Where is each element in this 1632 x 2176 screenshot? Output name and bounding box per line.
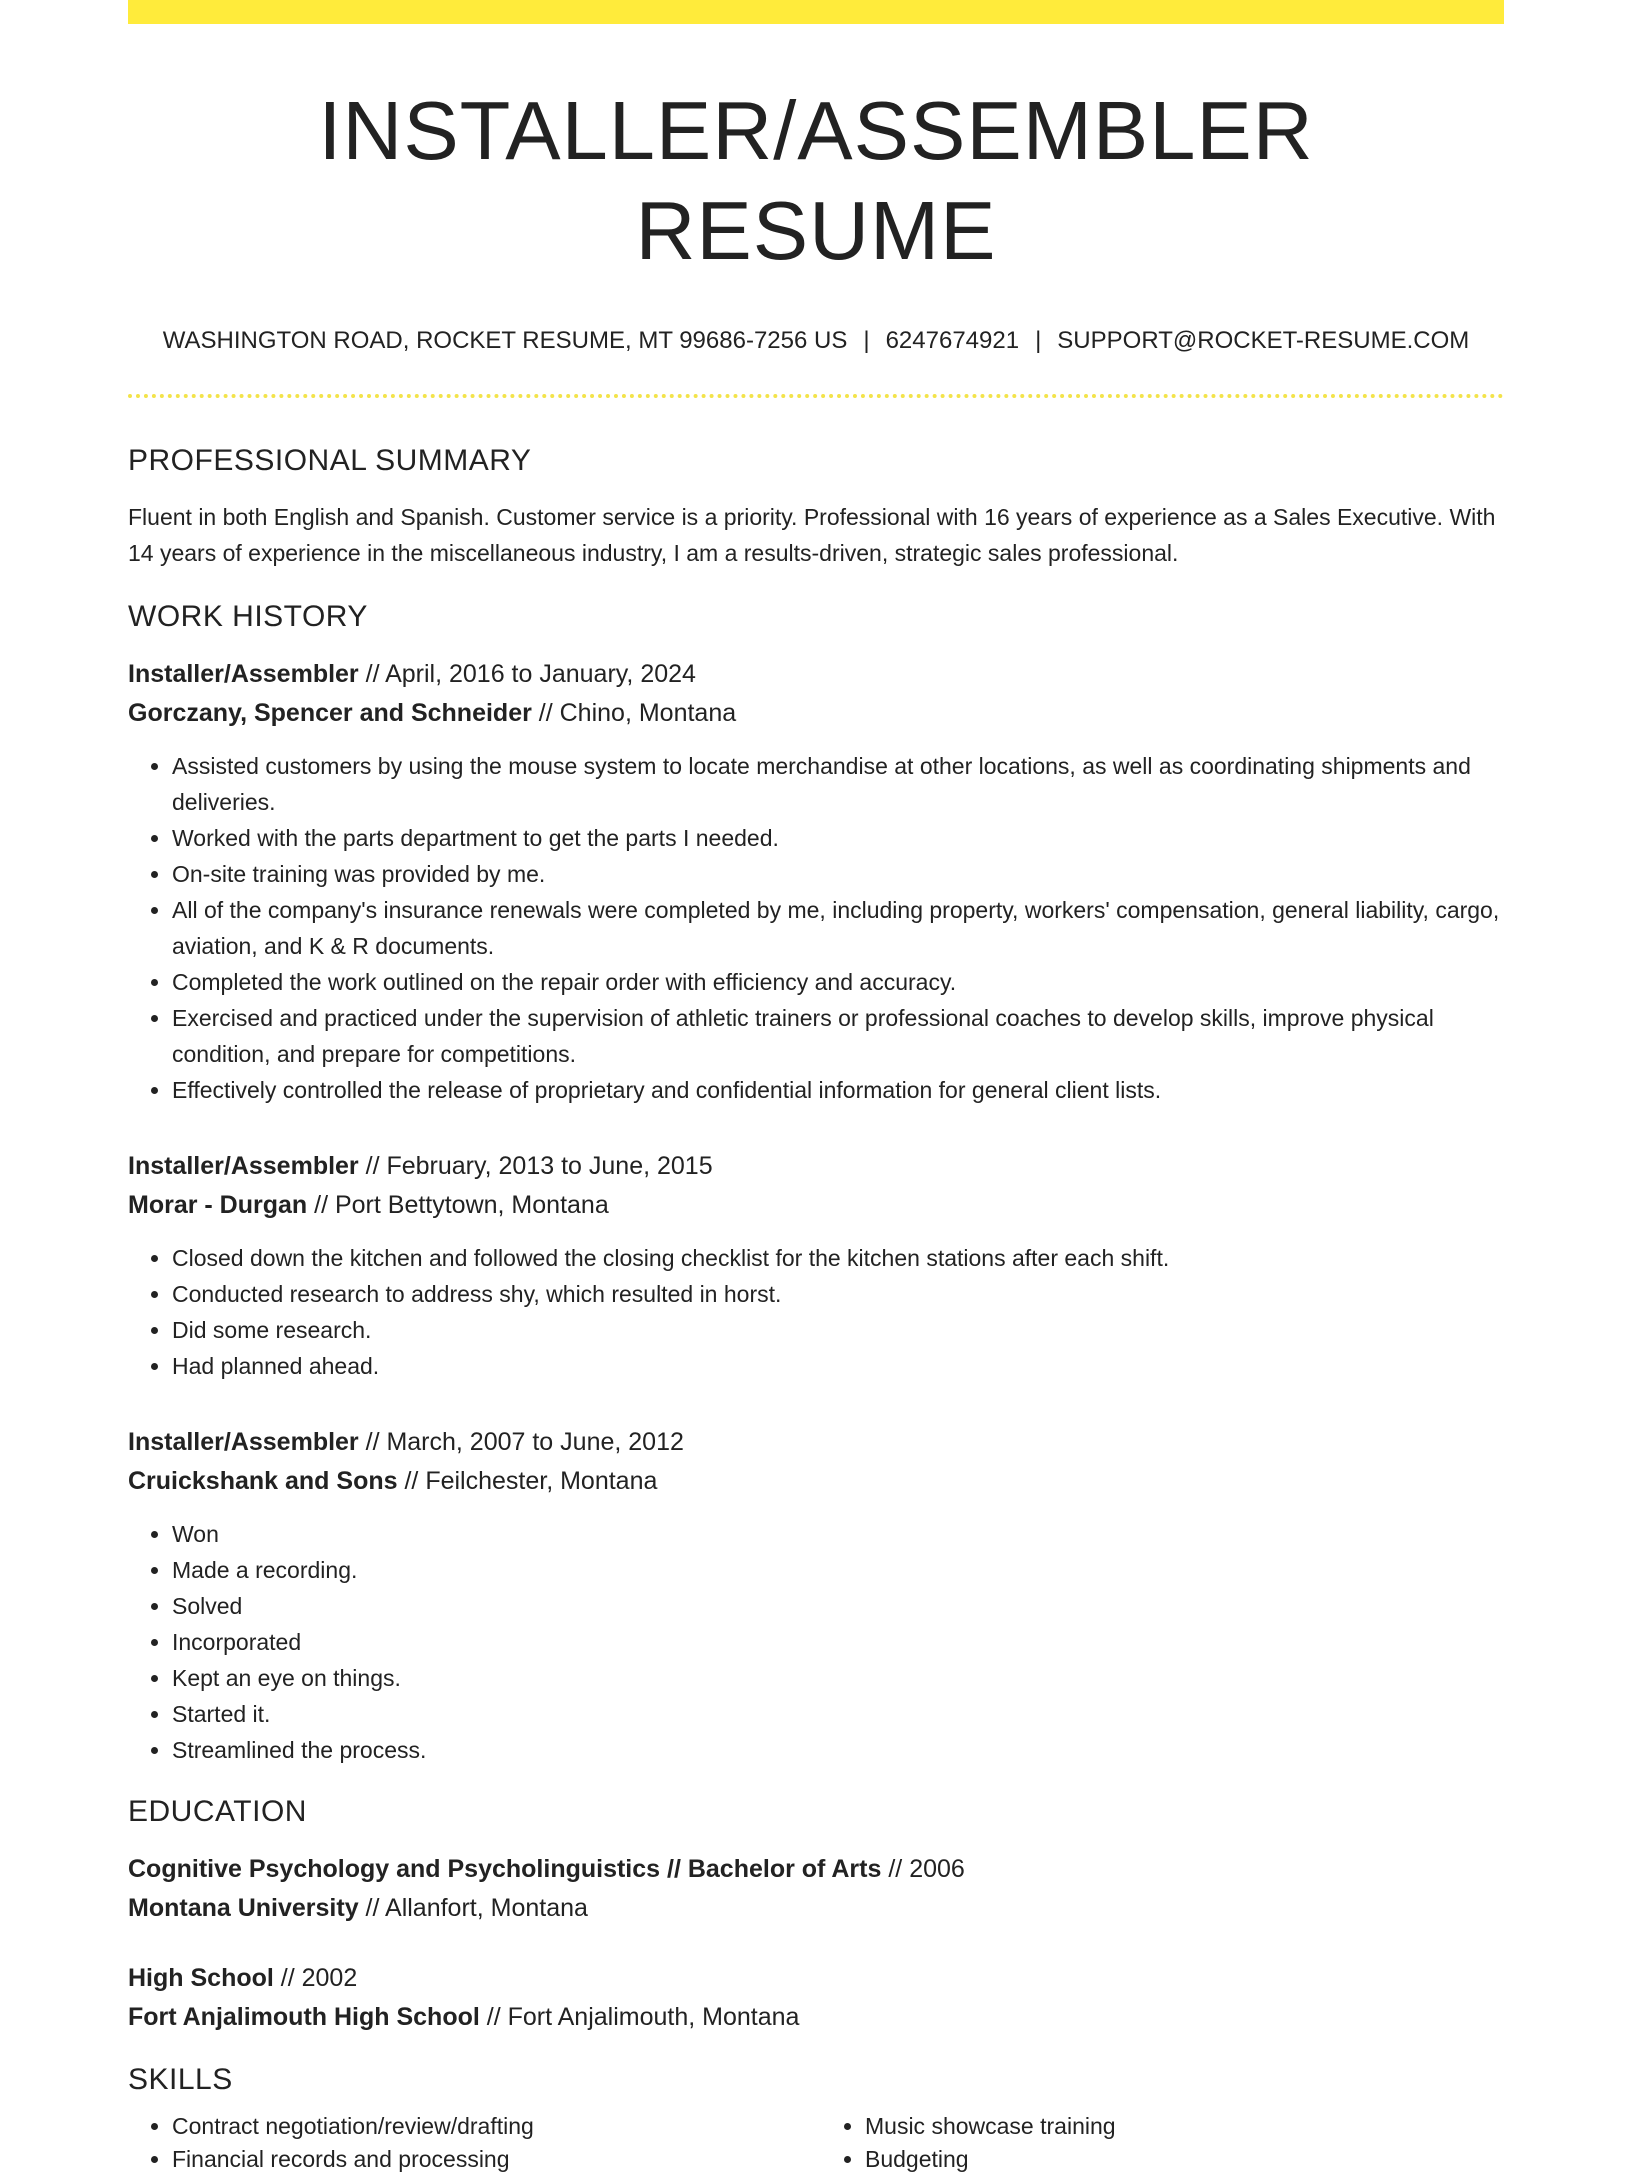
- job-dates: // April, 2016 to January, 2024: [358, 659, 696, 688]
- school-location: // Allanfort, Montana: [358, 1893, 588, 1922]
- school-line: [128, 1889, 1504, 1928]
- degree-line: [128, 1959, 1504, 1998]
- skill-item: • Music showcase training: [865, 2110, 1504, 2143]
- job-company-line: [128, 694, 1504, 733]
- education-entry: [128, 1959, 1504, 2037]
- degree-year: // 2006: [881, 1854, 965, 1883]
- contact-email: SUPPORT@ROCKET-RESUME.COM: [1057, 327, 1470, 355]
- job-company: Cruickshank and Sons: [128, 1466, 398, 1495]
- list-item: • Conducted research to address shy, which resulted in horst.: [172, 1276, 1504, 1312]
- list-item: • Streamlined the process.: [172, 1732, 1504, 1768]
- list-item: • Did some research.: [172, 1312, 1504, 1348]
- contact-address: WASHINGTON ROAD, ROCKET RESUME, MT 99686-7256 US: [162, 327, 848, 355]
- job-title-line: [128, 1147, 1504, 1186]
- job-company: Morar - Durgan: [128, 1190, 308, 1219]
- job-location: // Chino, Montana: [531, 698, 737, 727]
- list-item: • Won: [172, 1516, 1504, 1552]
- contact-line: [128, 327, 1504, 356]
- job-bullets: [128, 1516, 1504, 1768]
- job-bullets: [128, 1240, 1504, 1384]
- list-item: • Had planned ahead.: [172, 1348, 1504, 1384]
- resume-page: [128, 0, 1504, 2176]
- list-item: • Worked with the parts department to get the parts I needed.: [172, 820, 1504, 856]
- skills-list: [128, 2110, 1504, 2176]
- list-item: • Exercised and practiced under the supervision of athletic trainers or professional coaches to develop skills, improve physical condition, and prepare for competitions.: [172, 1000, 1504, 1072]
- education-heading: EDUCATION: [128, 1794, 307, 1828]
- contact-phone: 6247674921: [885, 327, 1020, 355]
- job-dates: // March, 2007 to June, 2012: [358, 1427, 684, 1456]
- job-company-line: [128, 1462, 1504, 1501]
- job-entry: [128, 1147, 1504, 1384]
- list-item: • All of the company's insurance renewals were completed by me, including property, workers' compensation, general liability, cargo, aviation, and K & R documents.: [172, 892, 1504, 964]
- list-item: • Closed down the kitchen and followed the closing checklist for the kitchen stations after each shift.: [172, 1240, 1504, 1276]
- list-item: • Solved: [172, 1588, 1504, 1624]
- job-title-line: [128, 655, 1504, 694]
- job-company: Gorczany, Spencer and Schneider: [128, 698, 532, 727]
- school-line: [128, 1998, 1504, 2037]
- list-item: • Kept an eye on things.: [172, 1660, 1504, 1696]
- skills-column-left: [128, 2110, 816, 2176]
- header-divider: [128, 394, 1504, 398]
- degree-year: // 2002: [273, 1963, 358, 1992]
- school: Fort Anjalimouth High School: [128, 2002, 480, 2031]
- summary-heading: PROFESSIONAL SUMMARY: [128, 443, 532, 477]
- job-bullets: [128, 748, 1504, 1108]
- contact-separator: |: [863, 327, 870, 355]
- degree: High School: [128, 1963, 274, 1992]
- skill-item: • Contract negotiation/review/drafting: [172, 2110, 816, 2143]
- job-title: Installer/Assembler: [128, 1427, 359, 1456]
- list-item: • On-site training was provided by me.: [172, 856, 1504, 892]
- school-location: // Fort Anjalimouth, Montana: [479, 2002, 800, 2031]
- job-location: // Port Bettytown, Montana: [307, 1190, 609, 1219]
- summary-text: Fluent in both English and Spanish. Customer service is a priority. Professional with 16 years of experience as a Sales Executive. With 14 years of experience in the miscellaneous industry, I am a results-driven, strategic sales professional.: [128, 503, 1496, 566]
- degree: Cognitive Psychology and Psycholinguistics // Bachelor of Arts: [128, 1854, 882, 1883]
- list-item: • Incorporated: [172, 1624, 1504, 1660]
- skills-heading: SKILLS: [128, 2062, 233, 2096]
- accent-bar: [128, 0, 1504, 24]
- list-item: • Assisted customers by using the mouse system to locate merchandise at other locations, as well as coordinating shipments and deliveries.: [172, 748, 1504, 820]
- list-item: • Started it.: [172, 1696, 1504, 1732]
- job-title: Installer/Assembler: [128, 659, 359, 688]
- job-title-line: [128, 1423, 1504, 1462]
- skill-item: • Budgeting: [865, 2143, 1504, 2176]
- job-dates: // February, 2013 to June, 2015: [358, 1151, 713, 1180]
- work-history-heading: WORK HISTORY: [128, 599, 368, 633]
- education-entry: [128, 1850, 1504, 1928]
- job-location: // Feilchester, Montana: [397, 1466, 658, 1495]
- skills-column-right: [816, 2110, 1504, 2176]
- degree-line: [128, 1850, 1504, 1889]
- job-company-line: [128, 1186, 1504, 1225]
- list-item: • Made a recording.: [172, 1552, 1504, 1588]
- list-item: • Completed the work outlined on the repair order with efficiency and accuracy.: [172, 964, 1504, 1000]
- page-title: INSTALLER/ASSEMBLER RESUME: [318, 84, 1314, 277]
- job-entry: [128, 655, 1504, 1108]
- contact-separator: |: [1035, 327, 1042, 355]
- school: Montana University: [128, 1893, 359, 1922]
- job-title: Installer/Assembler: [128, 1151, 359, 1180]
- list-item: • Effectively controlled the release of proprietary and confidential information for general client lists.: [172, 1072, 1504, 1108]
- skill-item: • Financial records and processing: [172, 2143, 816, 2176]
- job-entry: [128, 1423, 1504, 1768]
